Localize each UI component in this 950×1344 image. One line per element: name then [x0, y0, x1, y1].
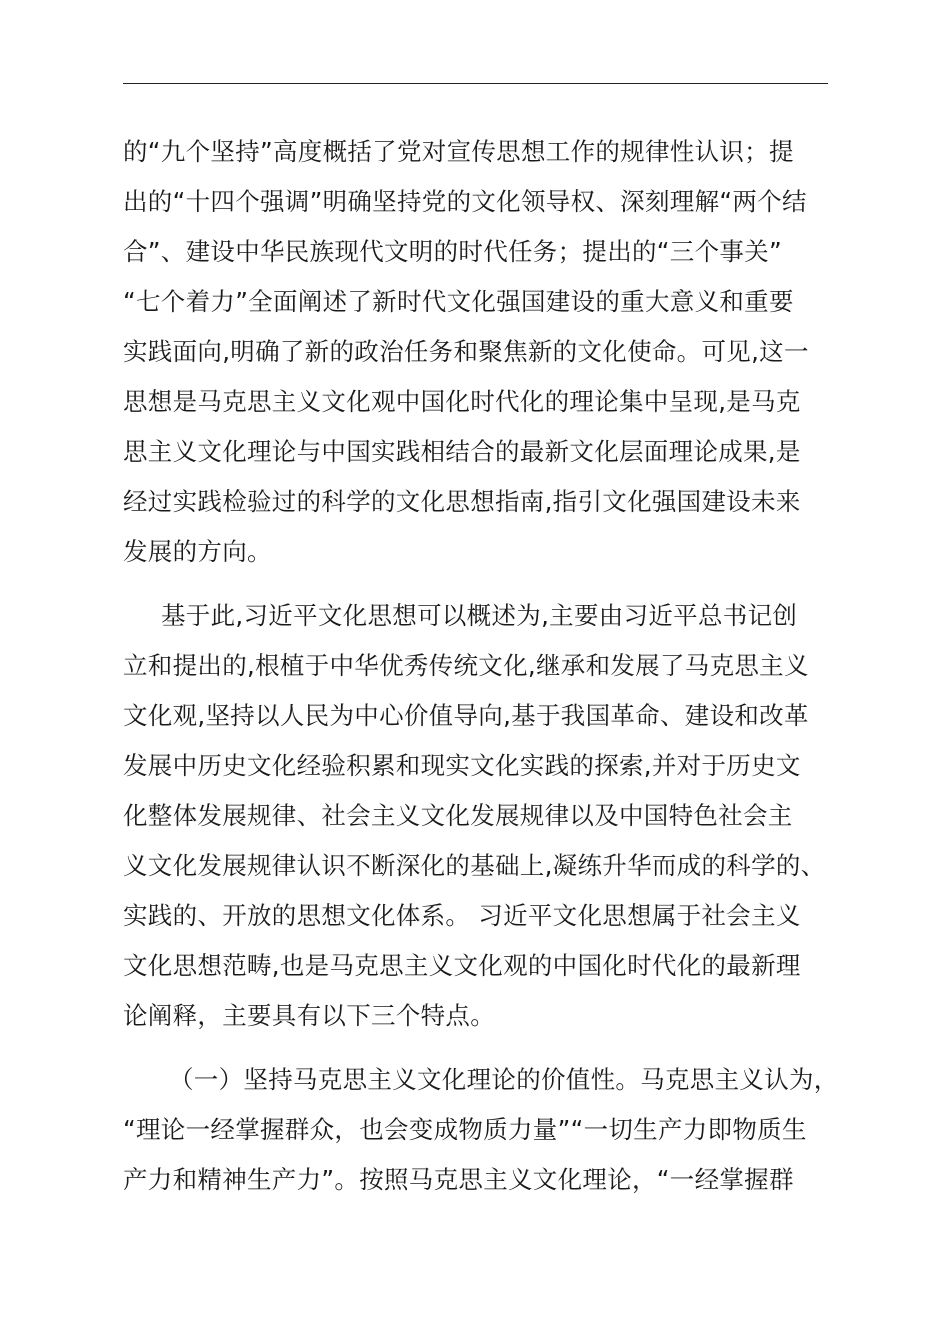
- text-line: 文化观,坚持以人民为中心价值导向,基于我国革命、建设和改革: [123, 701, 809, 730]
- text-line: 立和提出的,根植于中华优秀传统文化,继承和发展了马克思主义: [123, 651, 809, 680]
- text-line: 出的“十四个强调”明确坚持党的文化领导权、深刻理解“两个结: [123, 187, 807, 216]
- header-rule: [123, 83, 828, 84]
- text-line: （一）坚持马克思主义文化理论的价值性。马克思主义认为，: [169, 1065, 839, 1094]
- text-line: 实践的、开放的思想文化体系。 习近平文化思想属于社会主义: [123, 901, 801, 930]
- text-line: 合”、建设中华民族现代文明的时代任务；提出的“三个事关”: [123, 237, 782, 266]
- text-line: 基于此,习近平文化思想可以概述为,主要由习近平总书记创: [161, 601, 798, 630]
- text-line: 实践面向,明确了新的政治任务和聚焦新的文化使命。可见,这一: [123, 337, 809, 366]
- text-line: 化整体发展规律、社会主义文化发展规律以及中国特色社会主: [123, 801, 793, 830]
- paragraph-gap: [123, 577, 863, 591]
- text-line: 产力和精神生产力”。按照马克思主义文化理论，“一经掌握群: [123, 1165, 794, 1194]
- text-line: 经过实践检验过的科学的文化思想指南,指引文化强国建设未来: [123, 487, 801, 516]
- paragraph-3: [123, 1055, 863, 1205]
- text-line: 思想是马克思主义文化观中国化时代化的理论集中呈现,是马克: [123, 387, 801, 416]
- text-line: 文化思想范畴,也是马克思主义文化观的中国化时代化的最新理: [123, 951, 801, 980]
- text-line: 发展中历史文化经验积累和现实文化实践的探索,并对于历史文: [123, 751, 801, 780]
- text-line: 的“九个坚持”高度概括了党对宣传思想工作的规律性认识；提: [123, 137, 794, 166]
- paragraph-1: [123, 127, 863, 577]
- paragraph-2: [123, 591, 863, 1041]
- text-line: 论阐释，主要具有以下三个特点。: [123, 1001, 495, 1030]
- document-body: [123, 127, 863, 1205]
- text-line: 思主义文化理论与中国实践相结合的最新文化层面理论成果,是: [123, 437, 801, 466]
- text-line: “理论一经掌握群众，也会变成物质力量”“一切生产力即物质生: [123, 1115, 807, 1144]
- text-line: 发展的方向。: [123, 537, 272, 566]
- paragraph-gap: [123, 1041, 863, 1055]
- text-line: “七个着力”全面阐述了新时代文化强国建设的重大意义和重要: [123, 287, 794, 316]
- text-line: 义文化发展规律认识不断深化的基础上,凝练升华而成的科学的、: [123, 851, 826, 880]
